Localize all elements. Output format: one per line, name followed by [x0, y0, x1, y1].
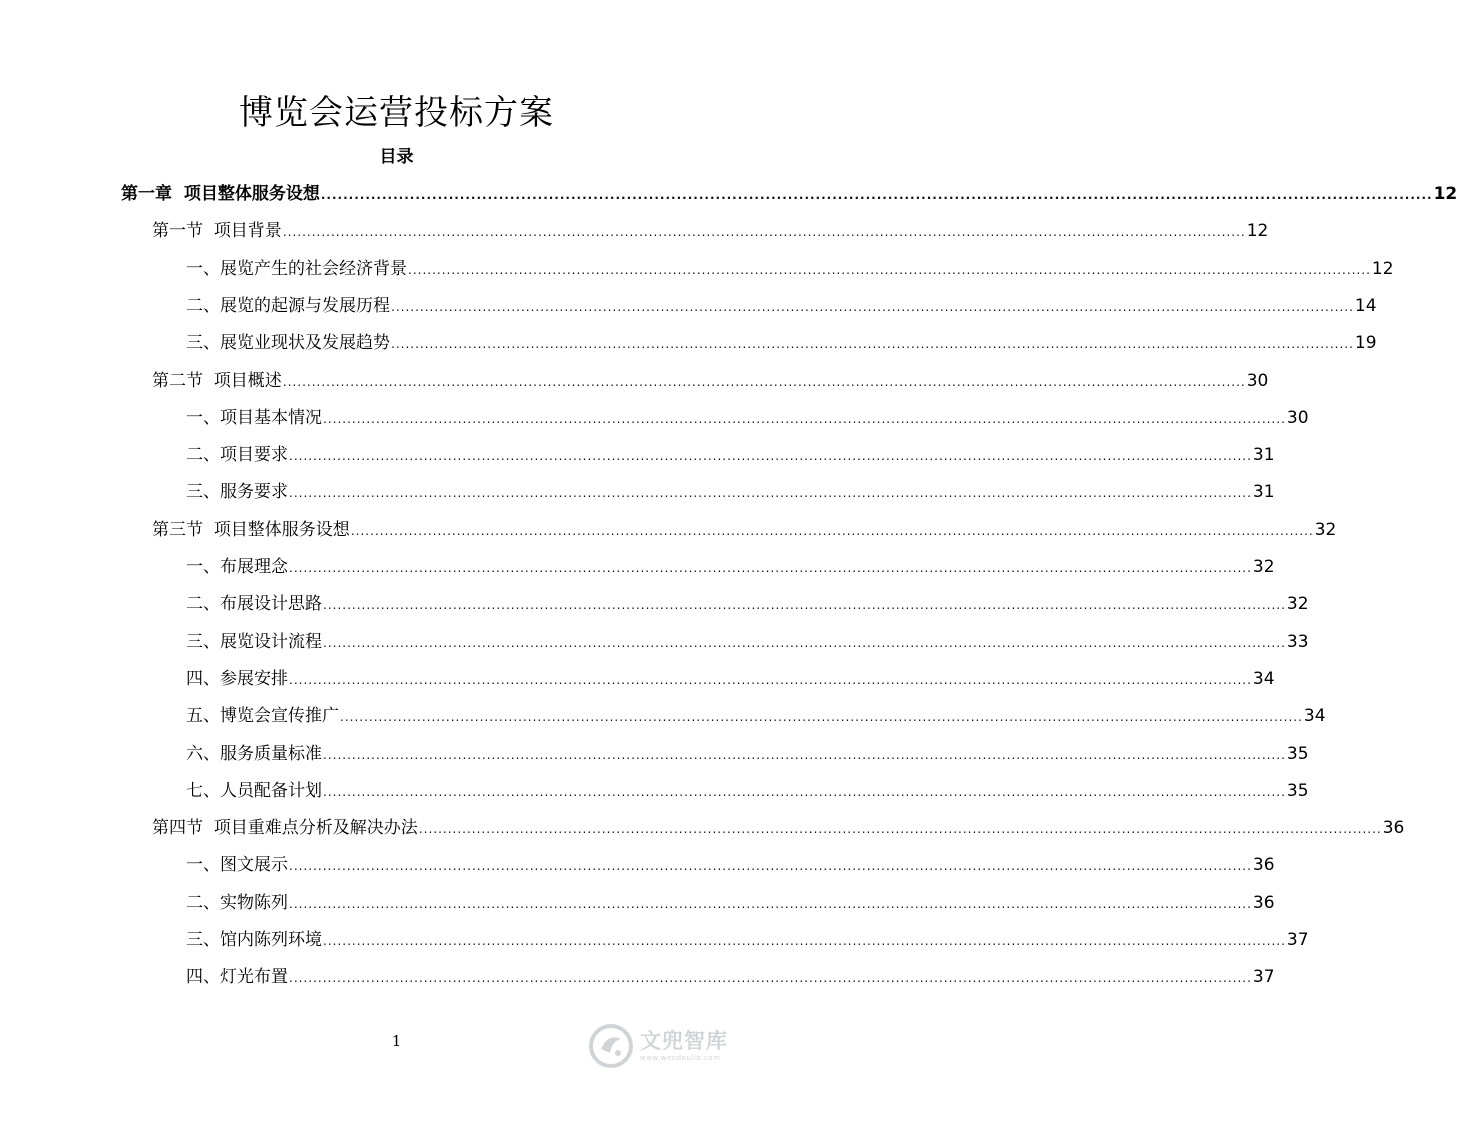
toc-leader-dots: ........................................................................................................................................................................................................: [282, 225, 1246, 240]
toc-entry[interactable]: [152, 213, 1269, 250]
toc-leader-dots: ........................................................................................................................................................................................................: [320, 188, 1433, 202]
toc-entry-page: 30: [1286, 407, 1309, 428]
toc-entry[interactable]: [152, 810, 1405, 847]
toc-entry-page: 30: [1246, 370, 1269, 391]
toc-entry[interactable]: [186, 549, 1275, 586]
toc-entry[interactable]: [186, 922, 1309, 959]
toc-entry-page: 32: [1252, 557, 1275, 577]
toc-entry-number: 二、: [186, 445, 220, 466]
toc-entry-number: 三、: [186, 930, 220, 950]
toc-entry[interactable]: [186, 400, 1309, 437]
toc-leader-dots: ........................................................................................................................................................................................................: [289, 896, 1252, 911]
toc-entry-number: 五、: [186, 706, 220, 727]
toc-entry-title: 项目整体服务设想: [183, 184, 320, 204]
toc-entry-title: 项目背景: [213, 221, 282, 242]
watermark-name: 文兜智库: [640, 1029, 728, 1053]
toc-entry-page: 12: [1433, 184, 1457, 204]
toc-entry[interactable]: [121, 176, 1457, 213]
toc-entry[interactable]: [186, 288, 1377, 325]
toc-entry-number: 第二节: [152, 370, 214, 391]
toc-heading: 目录: [379, 147, 414, 167]
toc-entry-title: 馆内陈列环境: [220, 930, 322, 950]
toc-leader-dots: ........................................................................................................................................................................................................: [323, 747, 1286, 762]
toc-entry[interactable]: [186, 437, 1275, 474]
toc-entry-page: 35: [1286, 780, 1309, 801]
toc-entry-title: 博览会宣传推广: [220, 706, 339, 727]
toc-leader-dots: ........................................................................................................................................................................................................: [289, 486, 1252, 501]
toc-entry-number: 第三节: [152, 519, 214, 540]
toc-entry-number: 七、: [186, 780, 220, 801]
toc-entry-page: 37: [1286, 930, 1309, 950]
toc-entry-title: 参展安排: [220, 668, 288, 689]
watermark: [588, 1018, 758, 1074]
toc-entry-number: 三、: [186, 333, 220, 354]
toc-entry-title: 实物陈列: [220, 892, 288, 913]
toc-entry-title: 项目重难点分析及解决办法: [213, 818, 418, 839]
toc-entry-number: 一、: [186, 855, 220, 876]
toc-entry-number: 四、: [186, 967, 220, 988]
toc-entry-number: 一、: [186, 258, 220, 279]
toc-leader-dots: ........................................................................................................................................................................................................: [289, 971, 1252, 986]
toc-leader-dots: ........................................................................................................................................................................................................: [408, 262, 1371, 277]
toc-leader-dots: ........................................................................................................................................................................................................: [391, 337, 1354, 352]
toc-entry-title: 服务要求: [220, 482, 288, 503]
toc-entry-number: 三、: [186, 482, 220, 503]
toc-leader-dots: ........................................................................................................................................................................................................: [323, 411, 1286, 426]
toc-entry-title: 图文展示: [220, 855, 288, 876]
toc-entry-page: 19: [1354, 333, 1377, 354]
toc-entry-title: 展览的起源与发展历程: [220, 295, 390, 316]
toc-entry[interactable]: [186, 885, 1275, 922]
toc-entry-page: 14: [1354, 295, 1377, 316]
toc-entry-page: 34: [1252, 668, 1275, 689]
wendou-logo-icon: [588, 1023, 634, 1069]
toc-entry-page: 34: [1303, 706, 1326, 727]
document-title: 博览会运营投标方案: [239, 93, 554, 133]
toc-entry-page: 36: [1252, 892, 1275, 913]
toc-entry-number: 一、: [186, 557, 220, 577]
toc-entry[interactable]: [186, 474, 1275, 511]
toc-entry-page: 31: [1252, 445, 1275, 466]
toc-entry[interactable]: [186, 251, 1394, 288]
toc-entry[interactable]: [186, 624, 1309, 661]
toc-entry-title: 展览产生的社会经济背景: [220, 258, 407, 279]
toc-entry[interactable]: [186, 959, 1275, 996]
toc-entry[interactable]: [152, 512, 1337, 549]
toc-entry-title: 灯光布置: [220, 967, 288, 988]
toc-leader-dots: ........................................................................................................................................................................................................: [289, 561, 1252, 575]
toc-entry-number: 二、: [186, 892, 220, 913]
toc-leader-dots: ........................................................................................................................................................................................................: [323, 598, 1286, 613]
toc-entry-page: 36: [1252, 855, 1275, 876]
toc-leader-dots: ........................................................................................................................................................................................................: [323, 635, 1286, 650]
toc-entry-title: 项目整体服务设想: [213, 519, 350, 540]
toc-leader-dots: ........................................................................................................................................................................................................: [418, 822, 1382, 837]
toc-leader-dots: ........................................................................................................................................................................................................: [391, 299, 1354, 314]
toc-leader-dots: ........................................................................................................................................................................................................: [340, 710, 1303, 725]
toc-entry-title: 展览设计流程: [220, 631, 322, 652]
toc-entry-title: 人员配备计划: [220, 780, 322, 801]
toc-entry-number: 六、: [186, 743, 220, 764]
toc-entry-title: 项目要求: [220, 445, 288, 466]
toc-entry-number: 二、: [186, 594, 220, 615]
watermark-url: www.wendoulib.com: [640, 1054, 721, 1062]
toc-entry-number: 四、: [186, 668, 220, 689]
toc-entry-number: 二、: [186, 295, 220, 316]
toc-leader-dots: ........................................................................................................................................................................................................: [350, 523, 1314, 538]
toc-entry-title: 项目基本情况: [220, 407, 322, 428]
toc-entry[interactable]: [186, 661, 1275, 698]
toc-entry-page: 37: [1252, 967, 1275, 988]
toc-leader-dots: ........................................................................................................................................................................................................: [323, 934, 1286, 948]
toc-entry-title: 服务质量标准: [220, 743, 322, 764]
toc-entry[interactable]: [186, 698, 1326, 735]
toc-entry-page: 12: [1371, 258, 1394, 279]
toc-entry-page: 35: [1286, 743, 1309, 764]
toc-entry[interactable]: [186, 847, 1275, 884]
toc-entry-page: 32: [1286, 594, 1309, 615]
toc-leader-dots: ........................................................................................................................................................................................................: [289, 449, 1252, 464]
page-number: 1: [391, 1032, 402, 1050]
toc-entry-title: 展览业现状及发展趋势: [220, 333, 390, 354]
toc-entry-number: 第一节: [152, 221, 214, 242]
toc-entry-page: 33: [1286, 631, 1309, 652]
toc-entry[interactable]: [152, 363, 1269, 400]
toc-entry[interactable]: [186, 736, 1309, 773]
toc-entry-number: 一、: [186, 407, 220, 428]
toc-entry-page: 36: [1382, 818, 1405, 839]
toc-entry-title: 项目概述: [213, 370, 282, 391]
toc-entry[interactable]: [186, 586, 1309, 623]
toc-entry-number: 三、: [186, 631, 220, 652]
toc-entry-page: 31: [1252, 482, 1275, 503]
toc-entry-title: 布展理念: [220, 557, 288, 577]
toc-entry-number: 第四节: [152, 818, 214, 839]
toc-entry-number: 第一章: [121, 184, 184, 204]
toc-entry[interactable]: [186, 325, 1377, 362]
toc-leader-dots: ........................................................................................................................................................................................................: [289, 672, 1252, 687]
toc-leader-dots: ........................................................................................................................................................................................................: [323, 784, 1286, 799]
toc-entry-page: 32: [1314, 519, 1337, 540]
toc-leader-dots: ........................................................................................................................................................................................................: [289, 859, 1252, 874]
toc-entry[interactable]: [186, 773, 1309, 810]
toc-entry-title: 布展设计思路: [220, 594, 322, 615]
toc-entry-page: 12: [1246, 221, 1269, 242]
toc-leader-dots: ........................................................................................................................................................................................................: [282, 374, 1246, 389]
